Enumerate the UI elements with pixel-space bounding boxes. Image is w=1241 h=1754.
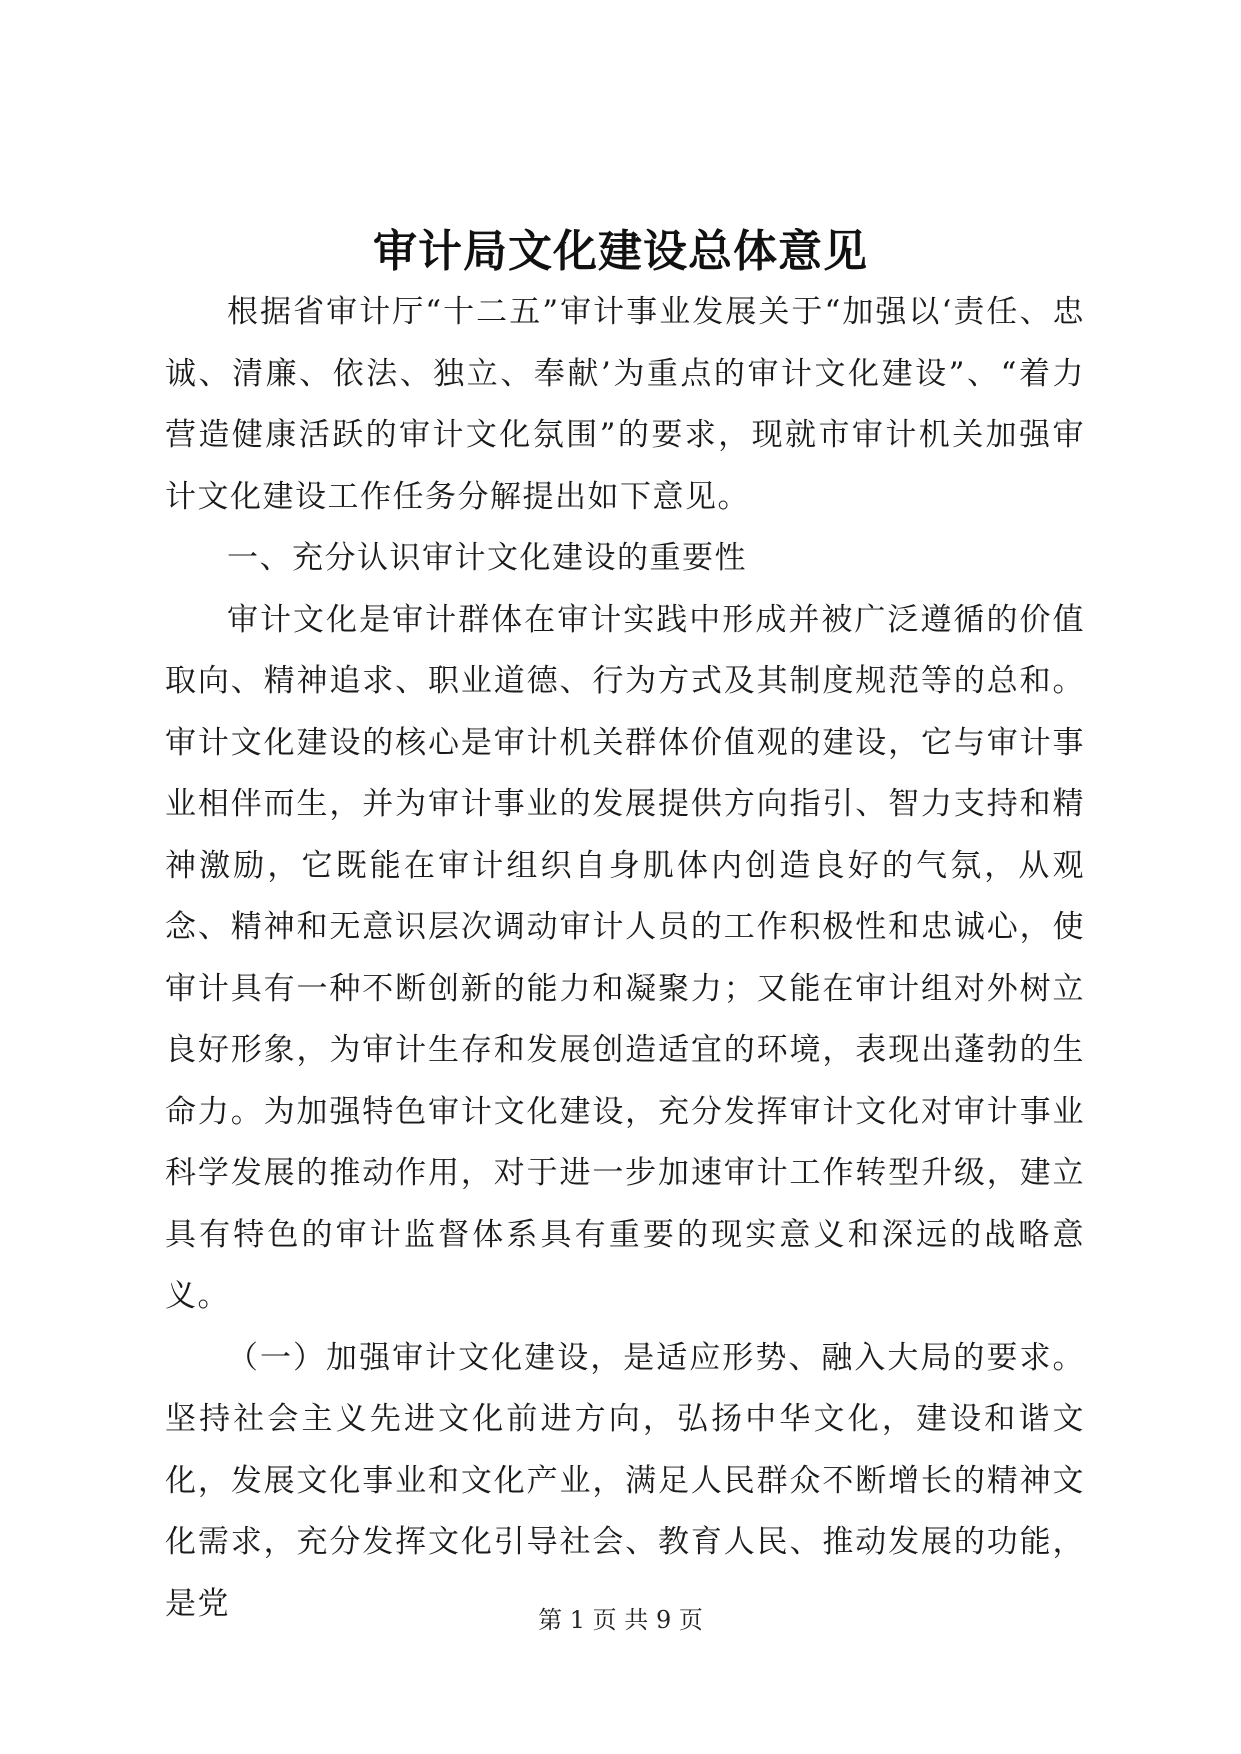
page-footer: 第 1 页 共 9 页: [538, 1606, 703, 1634]
document-body: [165, 282, 1085, 1635]
paragraph-subsection-1: （一）加强审计文化建设，是适应形势、融入大局的要求。坚持社会主义先进文化前进方向，弘扬中华文化，建设和谐文化，发展文化事业和文化产业，满足人民群众不断增长的精神文化需求，充分发挥文化引导社会、教育人民、推动发展的功能，是党: [165, 1339, 1085, 1622]
paragraph-intro: 根据省审计厅“十二五”审计事业发展关于“加强以‘责任、忠诚、清廉、依法、独立、奉献’为重点的审计文化建设”、“着力营造健康活跃的审计文化氛围”的要求，现就市审计机关加强审计文化建设工作任务分解提出如下意见。: [165, 294, 1085, 515]
document-title: 审计局文化建设总体意见: [373, 226, 868, 277]
paragraph-audit-culture: 审计文化是审计群体在审计实践中形成并被广泛遵循的价值取向、精神追求、职业道德、行为方式及其制度规范等的总和。审计文化建设的核心是审计机关群体价值观的建设，它与审计事业相伴而生，并为审计事业的发展提供方向指引、智力支持和精神激励，它既能在审计组织自身肌体内创造良好的气氛，从观念、精神和无意识层次调动审计人员的工作积极性和忠诚心，使审计具有一种不断创新的能力和凝聚力；又能在审计组对外树立良好形象，为审计生存和发展创造适宜的环境，表现出蓬勃的生命力。为加强特色审计文化建设，充分发挥审计文化对审计事业科学发展的推动作用，对于进一步加速审计工作转型升级，建立具有特色的审计监督体系具有重要的现实意义和深远的战略意义。: [165, 601, 1085, 1314]
section-heading-1: 一、充分认识审计文化建设的重要性: [227, 540, 747, 576]
